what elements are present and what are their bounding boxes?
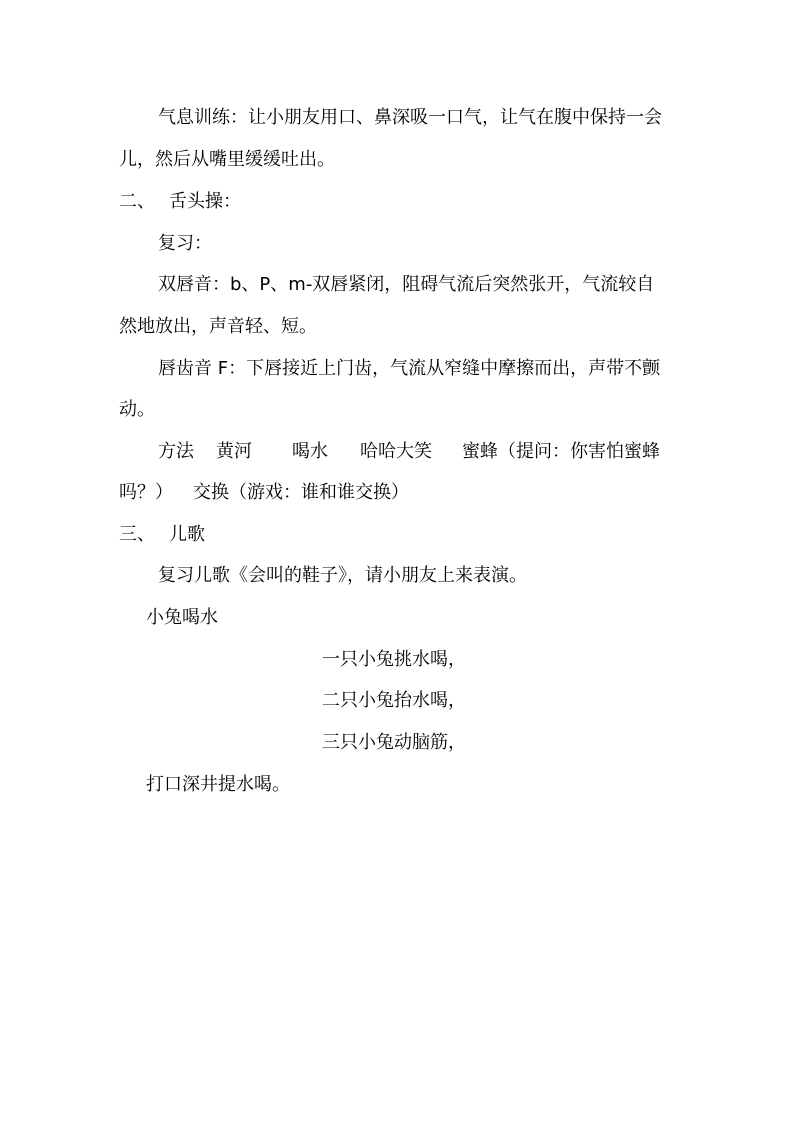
poem-line-2: 二只小兔抬水喝， bbox=[322, 690, 466, 711]
poem-line-4: 打口深井提水喝。 bbox=[146, 774, 290, 795]
method-item-1: 黄河 bbox=[216, 441, 252, 462]
method-item-3: 哈哈大笑 bbox=[360, 441, 432, 462]
method-item-4: 蜜蜂（提问：你害怕蜜蜂 bbox=[462, 441, 660, 462]
methods-label: 方法 bbox=[158, 441, 194, 462]
labiodental-line-2: 动。 bbox=[119, 399, 155, 420]
methods-line-1 bbox=[158, 440, 660, 464]
section-2-title: 舌头操： bbox=[169, 191, 241, 212]
section-2-number: 二、 bbox=[119, 191, 155, 212]
methods-line-2 bbox=[119, 481, 409, 505]
review-song-line: 复习儿歌《会叫的鞋子》，请小朋友上来表演。 bbox=[158, 565, 527, 586]
breathing-line-1: 气息训练：让小朋友用口、鼻深吸一口气，让气在腹中保持一会 bbox=[158, 107, 662, 128]
bilabial-line-1: 双唇音：b、P、m-双唇紧闭，阻碍气流后突然张开，气流较自 bbox=[158, 274, 655, 295]
method-item-2: 喝水 bbox=[292, 441, 328, 462]
poem-line-3: 三只小兔动脑筋， bbox=[322, 732, 466, 753]
poem-title: 小兔喝水 bbox=[146, 607, 218, 628]
methods-line-2-b: 交换（游戏：谁和谁交换） bbox=[193, 482, 409, 503]
bilabial-line-2: 然地放出，声音轻、短。 bbox=[119, 316, 317, 337]
labiodental-line-1: 唇齿音 F：下唇接近上门齿，气流从窄缝中摩擦而出，声带不颤 bbox=[158, 358, 661, 379]
section-3-heading bbox=[119, 523, 205, 547]
breathing-line-2: 儿，然后从嘴里缓缓吐出。 bbox=[119, 149, 335, 170]
section-2-heading bbox=[119, 190, 241, 214]
methods-line-2-a: 吗？） bbox=[119, 482, 173, 503]
section-3-title: 儿歌 bbox=[169, 524, 205, 545]
section-3-number: 三、 bbox=[119, 524, 155, 545]
review-label: 复习： bbox=[158, 233, 212, 254]
poem-line-1: 一只小兔挑水喝， bbox=[322, 649, 466, 670]
